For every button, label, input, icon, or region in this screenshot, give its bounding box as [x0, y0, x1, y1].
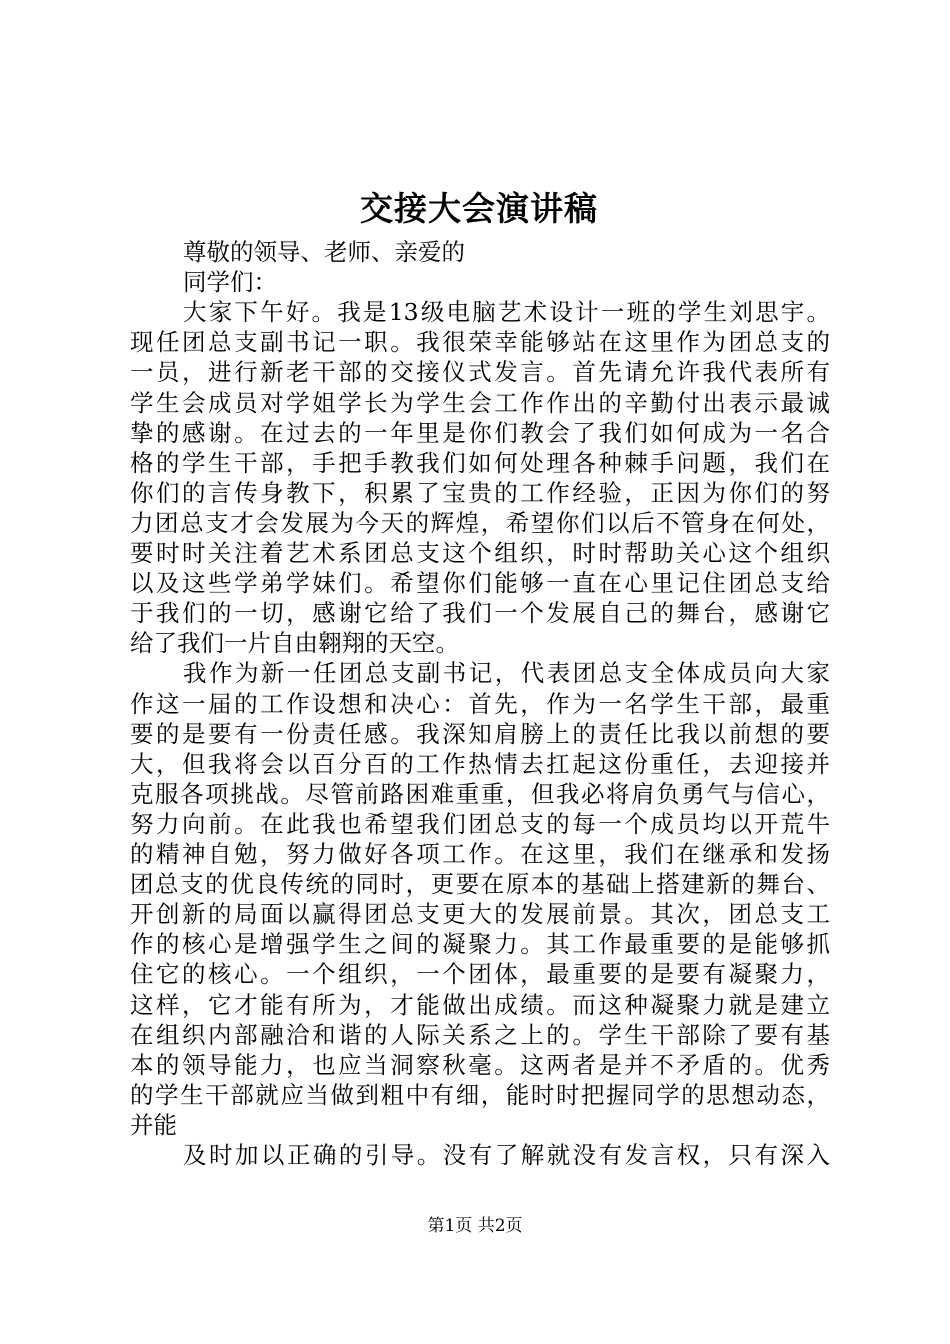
text-line: 挚的感谢。在过去的一年里是你们教会了我们如何成为一名合 — [130, 418, 830, 447]
text-line: 力团总支才会发展为今天的辉煌，希望你们以后不管身在何处， — [130, 508, 830, 537]
text-line: 并能 — [130, 1110, 177, 1139]
text-line: 尊敬的领导、老师、亲爱的 — [183, 238, 465, 266]
text-line: 现任团总支副书记一职。我很荣幸能够站在这里作为团总支的 — [130, 328, 830, 357]
text-line: 一员，进行新老干部的交接仪式发言。首先请允许我代表所有 — [130, 358, 830, 387]
text-line: 这样，它才能有所为，才能做出成绩。而这种凝聚力就是建立 — [130, 990, 830, 1019]
page-title: 交接大会演讲稿 — [360, 189, 598, 228]
text-line: 克服各项挑战。尽管前路困难重重，但我必将肩负勇气与信心， — [130, 779, 830, 808]
text-line: 住它的核心。一个组织，一个团体，最重要的是要有凝聚力， — [130, 960, 830, 989]
text-line: 作这一届的工作设想和决心：首先，作为一名学生干部，最重 — [130, 689, 830, 718]
text-line: 给了我们一片自由翱翔的天空。 — [130, 629, 459, 658]
text-line: 我作为新一任团总支副书记，代表团总支全体成员向大家 — [183, 659, 830, 688]
text-line: 在组织内部融洽和谐的人际关系之上的。学生干部除了要有基 — [130, 1020, 830, 1049]
text-line: 的精神自勉，努力做好各项工作。在这里，我们在继承和发扬 — [130, 840, 830, 868]
text-line: 的学生干部就应当做到粗中有细，能时时把握同学的思想动态， — [130, 1080, 830, 1109]
text-line: 本的领导能力，也应当洞察秋毫。这两者是并不矛盾的。优秀 — [130, 1050, 830, 1079]
text-line: 努力向前。在此我也希望我们团总支的每一个成员均以开荒牛 — [130, 809, 830, 838]
text-line: 开创新的局面以赢得团总支更大的发展前景。其次，团总支工 — [130, 900, 830, 929]
text-line: 以及这些学弟学妹们。希望你们能够一直在心里记住团总支给 — [130, 569, 830, 598]
text-line: 要的是要有一份责任感。我深知肩膀上的责任比我以前想的要 — [130, 719, 830, 748]
text-line: 同学们： — [183, 268, 277, 297]
text-line: 大家下午好。我是13级电脑艺术设计一班的学生刘思宇。 — [183, 298, 830, 327]
text-line: 要时时关注着艺术系团总支这个组织，时时帮助关心这个组织 — [130, 539, 830, 567]
text-line: 格的学生干部，手把手教我们如何处理各种棘手问题，我们在 — [130, 448, 830, 477]
text-line: 学生会成员对学姐学长为学生会工作作出的辛勤付出表示最诚 — [130, 388, 830, 417]
page-number: 第1页 共2页 — [427, 1216, 523, 1236]
text-line: 大，但我将会以百分百的工作热情去扛起这份重任，去迎接并 — [130, 749, 830, 778]
text-line: 作的核心是增强学生之间的凝聚力。其工作最重要的是能够抓 — [130, 930, 830, 959]
text-line: 于我们的一切，感谢它给了我们一个发展自己的舞台，感谢它 — [130, 599, 830, 628]
text-line: 你们的言传身教下，积累了宝贵的工作经验，正因为你们的努 — [130, 478, 830, 507]
text-line: 及时加以正确的引导。没有了解就没有发言权，只有深入 — [183, 1141, 830, 1169]
text-line: 团总支的优良传统的同时，更要在原本的基础上搭建新的舞台、 — [130, 870, 830, 899]
